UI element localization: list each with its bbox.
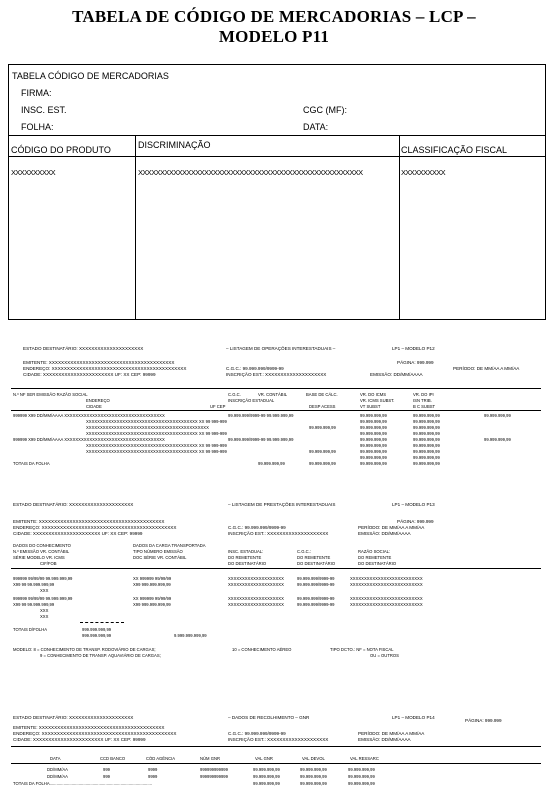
p12-extra-1: 99.999.999,99	[484, 413, 511, 418]
p12-listagem-title: – LISTAGEM DE OPERAÇÕES INTERESTADUAIS –	[226, 346, 336, 351]
p12-col-cgc: C.G.C.	[228, 392, 241, 397]
p13-r2a: 999999 99/99/99 99.999.999,99	[13, 596, 73, 601]
p14-cidade: CIDADE: XXXXXXXXXXXXXXXXXXXXXXX UF: XX CEP: 99999	[13, 737, 146, 742]
p13-insc-1: XXXXXXXXXXXXXXXXXXXX	[228, 576, 284, 581]
p12-periodo: PERÍODO: DE MM/AA A MM/AA	[453, 366, 520, 371]
merchandise-code-table-form	[8, 64, 546, 320]
p12-header-separator	[11, 410, 541, 411]
p13-head-cgc: C.G.C.:	[297, 549, 311, 554]
p13-total-2: 999.999.999,99	[82, 633, 112, 638]
p12-cgc: C.G.C.: 99.999.999/9999-99	[226, 366, 284, 371]
p12-col-bc-subst: B C SUBST	[413, 404, 436, 409]
col-classificacao-fiscal: CLASSIFICAÇÃO FISCAL	[401, 145, 508, 155]
p13-r2b: X99 99 99.999.999,99	[13, 602, 55, 607]
p13-dados-carga: DADOS DA CARGA TRANSPORTADA	[133, 543, 206, 548]
p14-col-cod-banco: CCD BANCO	[100, 756, 126, 761]
p12-row1-vals: 99.999.999/9999-99 99.999.999,99	[228, 413, 294, 418]
firma-label: FIRMA:	[21, 88, 52, 98]
p13-cgc-1: 99.999.999/9999-99	[297, 576, 335, 581]
p13-total-1: 999.999.999,99	[82, 627, 112, 632]
p12-row3-vals: 99.999.999/9999-99 99.999.999,99	[228, 437, 294, 442]
p14-r1-val-devol: 99.999.999,99	[300, 767, 327, 772]
p13-cgc-4: 99.999.999/9999-99	[297, 602, 335, 607]
p12-icms-9: 99.999.999,99	[360, 461, 387, 466]
p13-dados-conhecimento: DADOS DO CONHECIMENTO	[13, 543, 71, 548]
p14-listagem-title: – DADOS DE RECOLHIMENTO – GNR	[228, 715, 310, 720]
p14-r2-data: DD/MM/AA	[47, 774, 68, 779]
p14-total-val-devol: 99.999.999,99	[300, 781, 327, 786]
p13-legend-tipo-dcto: TIPO DCTO.: NF = NOTA FISCAL	[330, 647, 394, 652]
p12-ipi-2: 99.999.999,99	[413, 419, 440, 424]
p14-emissao: EMISSÃO: DD/MM/AAAA	[358, 737, 411, 742]
p12-ipi-6: 99.999.999,99	[413, 443, 440, 448]
p12-base-4: 99.999.999,99	[309, 449, 336, 454]
p12-col-base: BASE DE CÁLC.	[306, 392, 338, 397]
p13-estado: ESTADO DESTINATÁRIO: XXXXXXXXXXXXXXXXXXXXX	[13, 502, 134, 507]
p12-ipi-9: 99.999.999,99	[413, 461, 440, 466]
data-label: DATA:	[303, 122, 329, 132]
p14-r1-agencia: 9999	[148, 767, 158, 772]
p12-col-desp: DESP ACESS	[309, 404, 336, 409]
p13-carga1a: XX 999999 99/99/99	[133, 576, 172, 581]
folha-label: FOLHA:	[21, 122, 54, 132]
p14-r1-data: DD/MM/AA	[47, 767, 68, 772]
p13-head-rem: DO REMETENTE	[228, 555, 262, 560]
p12-col-icms-subst: VR. ICMS SUBST.	[360, 398, 395, 403]
p14-col-cod-agencia: CÓD AGÊNCIA	[146, 756, 176, 761]
p13-head-doc: DOC SÉRIE VR. CONTÁBIL	[133, 555, 187, 560]
p13-pagina: PÁGINA: 999.999	[397, 519, 434, 524]
p14-emitente: EMITENTE: XXXXXXXXXXXXXXXXXXXXXXXXXXXXXXXXXXXXXXXXX	[13, 725, 165, 730]
p12-separator	[11, 388, 541, 389]
p12-ipi-3: 99.999.999,99	[413, 425, 440, 430]
p14-r2-agencia: 9999	[148, 774, 158, 779]
p14-insc-est: INSCRIÇÃO EST.: XXXXXXXXXXXXXXXXXXXX	[228, 737, 329, 742]
p13-head-serie: SÉRIE MODELO VR. ICMS	[13, 555, 65, 560]
p12-row4b: XXXXXXXXXXXXXXXXXXXXXXXXXXXXXXXXXXXXXXXX XX 99 999-999	[86, 449, 227, 454]
p12-icms-3: 99.999.999,99	[360, 425, 387, 430]
p13-total-rule	[80, 622, 124, 623]
p12-totais: TOTAIS DA FOLHA	[13, 461, 50, 466]
p14-col-num-gnr: NÚM GNR	[200, 756, 221, 761]
p13-head-n: N.º EMISSÃO VR. CONTÁBIL	[13, 549, 70, 554]
p14-modelo: LP1 – MODELO P14	[392, 715, 435, 720]
p12-row3b: XXXXXXXXXXXXXXXXXXXXXXXXXXXXXXXXXXXXXXXX XX 99 999-999	[86, 443, 227, 448]
p12-insc-est: INSCRIÇÃO EST.: XXXXXXXXXXXXXXXXXXXX	[226, 372, 327, 377]
col-discriminacao: DISCRIMINAÇÃO	[138, 140, 211, 150]
p14-separator-top	[11, 746, 541, 747]
p14-totais: TOTAIS DA FOLHA........................................................................................	[13, 781, 152, 786]
p13-razao-4: XXXXXXXXXXXXXXXXXXXXXXXXXX	[350, 602, 423, 607]
p12-cidade: CIDADE: XXXXXXXXXXXXXXXXXXXXXXX UF: XX CEP: 99999	[23, 372, 156, 377]
p13-legend-modelo-8: MODELO: 8 = CONHECIMENTO DE TRANSP. RODOVIÁRIO DE CARGAS;	[13, 647, 156, 652]
p13-cgc-2: 99.999.999/9999-99	[297, 582, 335, 587]
p13-r1a: 999999 99/99/99 99.999.999,99	[13, 576, 73, 581]
p12-icms-6: 99.999.999,99	[360, 443, 387, 448]
p13-head-cgc-dest: DO DESTINATÁRIO	[297, 561, 336, 566]
p12-row1b: XXXXXXXXXXXXXXXXXXXXXXXXXXXXXXXXXXXXXXXX XX 99 999-999	[86, 419, 227, 424]
p13-head-razao-rem: DO REMETENTE	[358, 555, 392, 560]
p12-icms-2: 99.999.999,99	[360, 419, 387, 424]
p13-legend-modelo-9: 9 = CONHECIMENTO DE TRANSP. AQUAVIÁRIO DE CARGAS;	[40, 653, 161, 658]
p12-icms-4: 99.999.999,99	[360, 431, 387, 436]
p12-icms-5: 99.999.999,99	[360, 437, 387, 442]
p12-row3: 999999 X99 DD/MM/AAAA XXXXXXXXXXXXXXXXXXXXXXXXXXXXXXXXXXXX	[13, 437, 165, 442]
p13-cgc: C.G.C.: 99.999.999/9999-99	[228, 525, 286, 530]
p12-ipi-4: 99.999.999,99	[413, 431, 440, 436]
p12-estado: ESTADO DESTINATÁRIO: XXXXXXXXXXXXXXXXXXXXX	[23, 346, 144, 351]
p13-periodo: PERÍODO: DE MM/AA A MM/AA	[358, 525, 425, 530]
col-codigo-produto: CÓDIGO DO PRODUTO	[11, 145, 111, 155]
p12-col-ipi: VR. DO IPI	[413, 392, 434, 397]
p13-head-insc: INSC. ESTADUAL:	[228, 549, 264, 554]
p12-col-insc: INSCRIÇÃO ESTADUAL	[228, 398, 275, 403]
p14-total-val-ressarc: 99.999.999,99	[348, 781, 375, 786]
p12-row2: XXXXXXXXXXXXXXXXXXXXXXXXXXXXXXXXXXXXXXXXXXXX	[86, 425, 209, 430]
insc-est-label: INSC. EST.	[21, 105, 67, 115]
p14-r2-banco: 999	[103, 774, 110, 779]
p13-legend-ou: OU = OUTROS	[370, 653, 399, 658]
p12-col-isn: ISN TRIB.	[413, 398, 432, 403]
p14-col-val-gnr: VAL GNR	[255, 756, 273, 761]
p13-modelo: LP1 – MODELO P13	[392, 502, 435, 507]
p12-modelo: LP1 – MODELO P12	[392, 346, 435, 351]
p14-col-data: DATA	[50, 756, 61, 761]
p12-base-2: 99.999.999,99	[309, 425, 336, 430]
p12-endereco: ENDEREÇO: XXXXXXXXXXXXXXXXXXXXXXXXXXXXXXXXXXXXXXXXXXXX	[23, 366, 187, 371]
cgc-label: CGC (MF):	[303, 105, 347, 115]
column-divider-1	[135, 135, 136, 320]
p13-r1b: X99 99 99.999.999,99	[13, 582, 55, 587]
p13-head-cgc-rem: DO REMETENTE	[297, 555, 331, 560]
p14-r2-val-ressarc: 99.999.999,99	[348, 774, 375, 779]
p13-emissao: EMISSÃO: DD/MM/AAAA	[358, 531, 411, 536]
p13-insc-3: XXXXXXXXXXXXXXXXXXXX	[228, 596, 284, 601]
p12-col-vr-contabil: VR. CONTÁBIL	[258, 392, 288, 397]
p14-col-val-devol: VAL DEVOL	[302, 756, 325, 761]
value-codigo: XXXXXXXXXX	[11, 168, 56, 177]
p14-r1-banco: 999	[103, 767, 110, 772]
p12-extra-2: 99.999.999,99	[484, 437, 511, 442]
p13-head-cif: CIF/FOB	[40, 561, 57, 566]
p13-totais: TOTAIS D/FOLHA	[13, 627, 48, 632]
p14-r1-val-ressarc: 99.999.999,99	[348, 767, 375, 772]
p13-insc-4: XXXXXXXXXXXXXXXXXXXX	[228, 602, 284, 607]
p13-r1c: XXX	[40, 588, 49, 593]
page-title-line1: TABELA DE CÓDIGO DE MERCADORIAS – LCP –	[72, 7, 476, 26]
p14-r2-gnr: 999999999999	[200, 774, 228, 779]
p13-razao-3: XXXXXXXXXXXXXXXXXXXXXXXXXX	[350, 596, 423, 601]
p12-col-vt-subst: VT SUBST	[360, 404, 381, 409]
p14-estado: ESTADO DESTINATÁRIO: XXXXXXXXXXXXXXXXXXXXX	[13, 715, 134, 720]
p14-endereco: ENDEREÇO: XXXXXXXXXXXXXXXXXXXXXXXXXXXXXXXXXXXXXXXXXXXX	[13, 731, 177, 736]
p13-r2d: XXX	[40, 614, 49, 619]
p13-endereco: ENDEREÇO: XXXXXXXXXXXXXXXXXXXXXXXXXXXXXXXXXXXXXXXXXXXX	[13, 525, 177, 530]
p13-r2c: XXX	[40, 608, 49, 613]
p13-carga2a: XX 999999 99/99/99	[133, 596, 172, 601]
p14-col-val-ressarc: VAL RESSARC	[350, 756, 379, 761]
p13-cgc-3: 99.999.999/9999-99	[297, 596, 335, 601]
p14-r1-gnr: 999999999999	[200, 767, 228, 772]
p13-cidade: CIDADE: XXXXXXXXXXXXXXXXXXXXXX UF: XX CEP: 99999	[13, 531, 143, 536]
p13-carga2b: X99 999.999.999,99	[133, 602, 171, 607]
p12-col-head3: CIDADE	[86, 404, 102, 409]
header-rule-top	[9, 135, 545, 136]
p12-emissao: EMISSÃO: DD/MM/AAAA	[370, 372, 423, 377]
p12-ipi-1: 99.999.999,99	[413, 413, 440, 418]
p12-col-icms: VR. DO ICMS	[360, 392, 387, 397]
value-classificacao: XXXXXXXXXX	[401, 168, 446, 177]
page-title-line2: MODELO P11	[218, 27, 330, 46]
p14-cgc: C.G.C.: 99.999.999/9999-99	[228, 731, 286, 736]
p13-insc-2: XXXXXXXXXXXXXXXXXXXX	[228, 582, 284, 587]
header-rule-bottom	[9, 156, 545, 157]
p13-total-3: 9.999.999.999,99	[174, 633, 207, 638]
p14-r1-val-gnr: 99.999.999,99	[253, 767, 280, 772]
p12-icms-8: 99.999.999,99	[360, 455, 387, 460]
p12-row1: 999999 X99 DD/MM/AAAA XXXXXXXXXXXXXXXXXXXXXXXXXXXXXXXXXXXX	[13, 413, 165, 418]
column-divider-2	[399, 135, 400, 320]
p13-emitente: EMITENTE: XXXXXXXXXXXXXXXXXXXXXXXXXXXXXXXXXXXXXXXXX	[13, 519, 165, 524]
p13-listagem-title: – LISTAGEM DE PRESTAÇÕES INTERESTADUAIS	[228, 502, 336, 507]
p13-carga1b: X99 999.999.999,99	[133, 582, 171, 587]
p12-col-uf-cep: UF CEP	[210, 404, 226, 409]
p12-emitente: EMITENTE: XXXXXXXXXXXXXXXXXXXXXXXXXXXXXXXXXXXXXXXXX	[23, 360, 175, 365]
p14-periodo: PERÍODO: DE MM/AA A MM/AA	[358, 731, 425, 736]
p14-total-val-gnr: 99.999.999,99	[253, 781, 280, 786]
p14-separator-head	[11, 763, 541, 764]
p14-r2-val-devol: 99.999.999,99	[300, 774, 327, 779]
p12-row2b: XXXXXXXXXXXXXXXXXXXXXXXXXXXXXXXXXXXXXXXX XX 99 999-999	[86, 431, 227, 436]
p12-pagina: PÁGINA: 999.999	[397, 360, 434, 365]
value-discriminacao: XXXXXXXXXXXXXXXXXXXXXXXXXXXXXXXXXXXXXXXXXXXXXXXXXXX	[138, 168, 363, 177]
form-title: TABELA CÓDIGO DE MERCADORIAS	[12, 71, 169, 81]
p13-razao-2: XXXXXXXXXXXXXXXXXXXXXXXXXX	[350, 582, 423, 587]
p13-head-razao: RAZÃO SOCIAL:	[358, 549, 391, 554]
p12-icms-1: 99.999.999,99	[360, 413, 387, 418]
p12-icms-7: 99.999.999,99	[360, 449, 387, 454]
p13-razao-1: XXXXXXXXXXXXXXXXXXXXXXXXXX	[350, 576, 423, 581]
p13-legend-modelo-10: 10 = CONHECIMENTO AÉREO	[232, 647, 292, 652]
p13-header-separator	[11, 568, 541, 569]
p12-ipi-8: 99.999.999,99	[413, 455, 440, 460]
p13-insc-est: INSCRIÇÃO EST.: XXXXXXXXXXXXXXXXXXXX	[228, 531, 329, 536]
p12-total-contabil: 99.999.999,99	[258, 461, 285, 466]
p12-total-base: 99.999.999,99	[309, 461, 336, 466]
p14-pagina: PÁGINA: 999.999	[465, 718, 502, 723]
p13-head-dest: DO DESTINATÁRIO	[228, 561, 267, 566]
p12-col-head2: ENDEREÇO	[86, 398, 110, 403]
p14-r2-val-gnr: 99.999.999,99	[253, 774, 280, 779]
p13-head-tipo: TIPO NÚMERO EMISSÃO	[133, 549, 183, 554]
p12-col-head1: N.º NF SER EMISSÃO RAZÃO SOCIAL	[13, 392, 88, 397]
p12-ipi-7: 99.999.999,99	[413, 449, 440, 454]
p13-head-razao-dest: DO DESTINATÁRIO	[358, 561, 397, 566]
p12-ipi-5: 99.999.999,99	[413, 437, 440, 442]
